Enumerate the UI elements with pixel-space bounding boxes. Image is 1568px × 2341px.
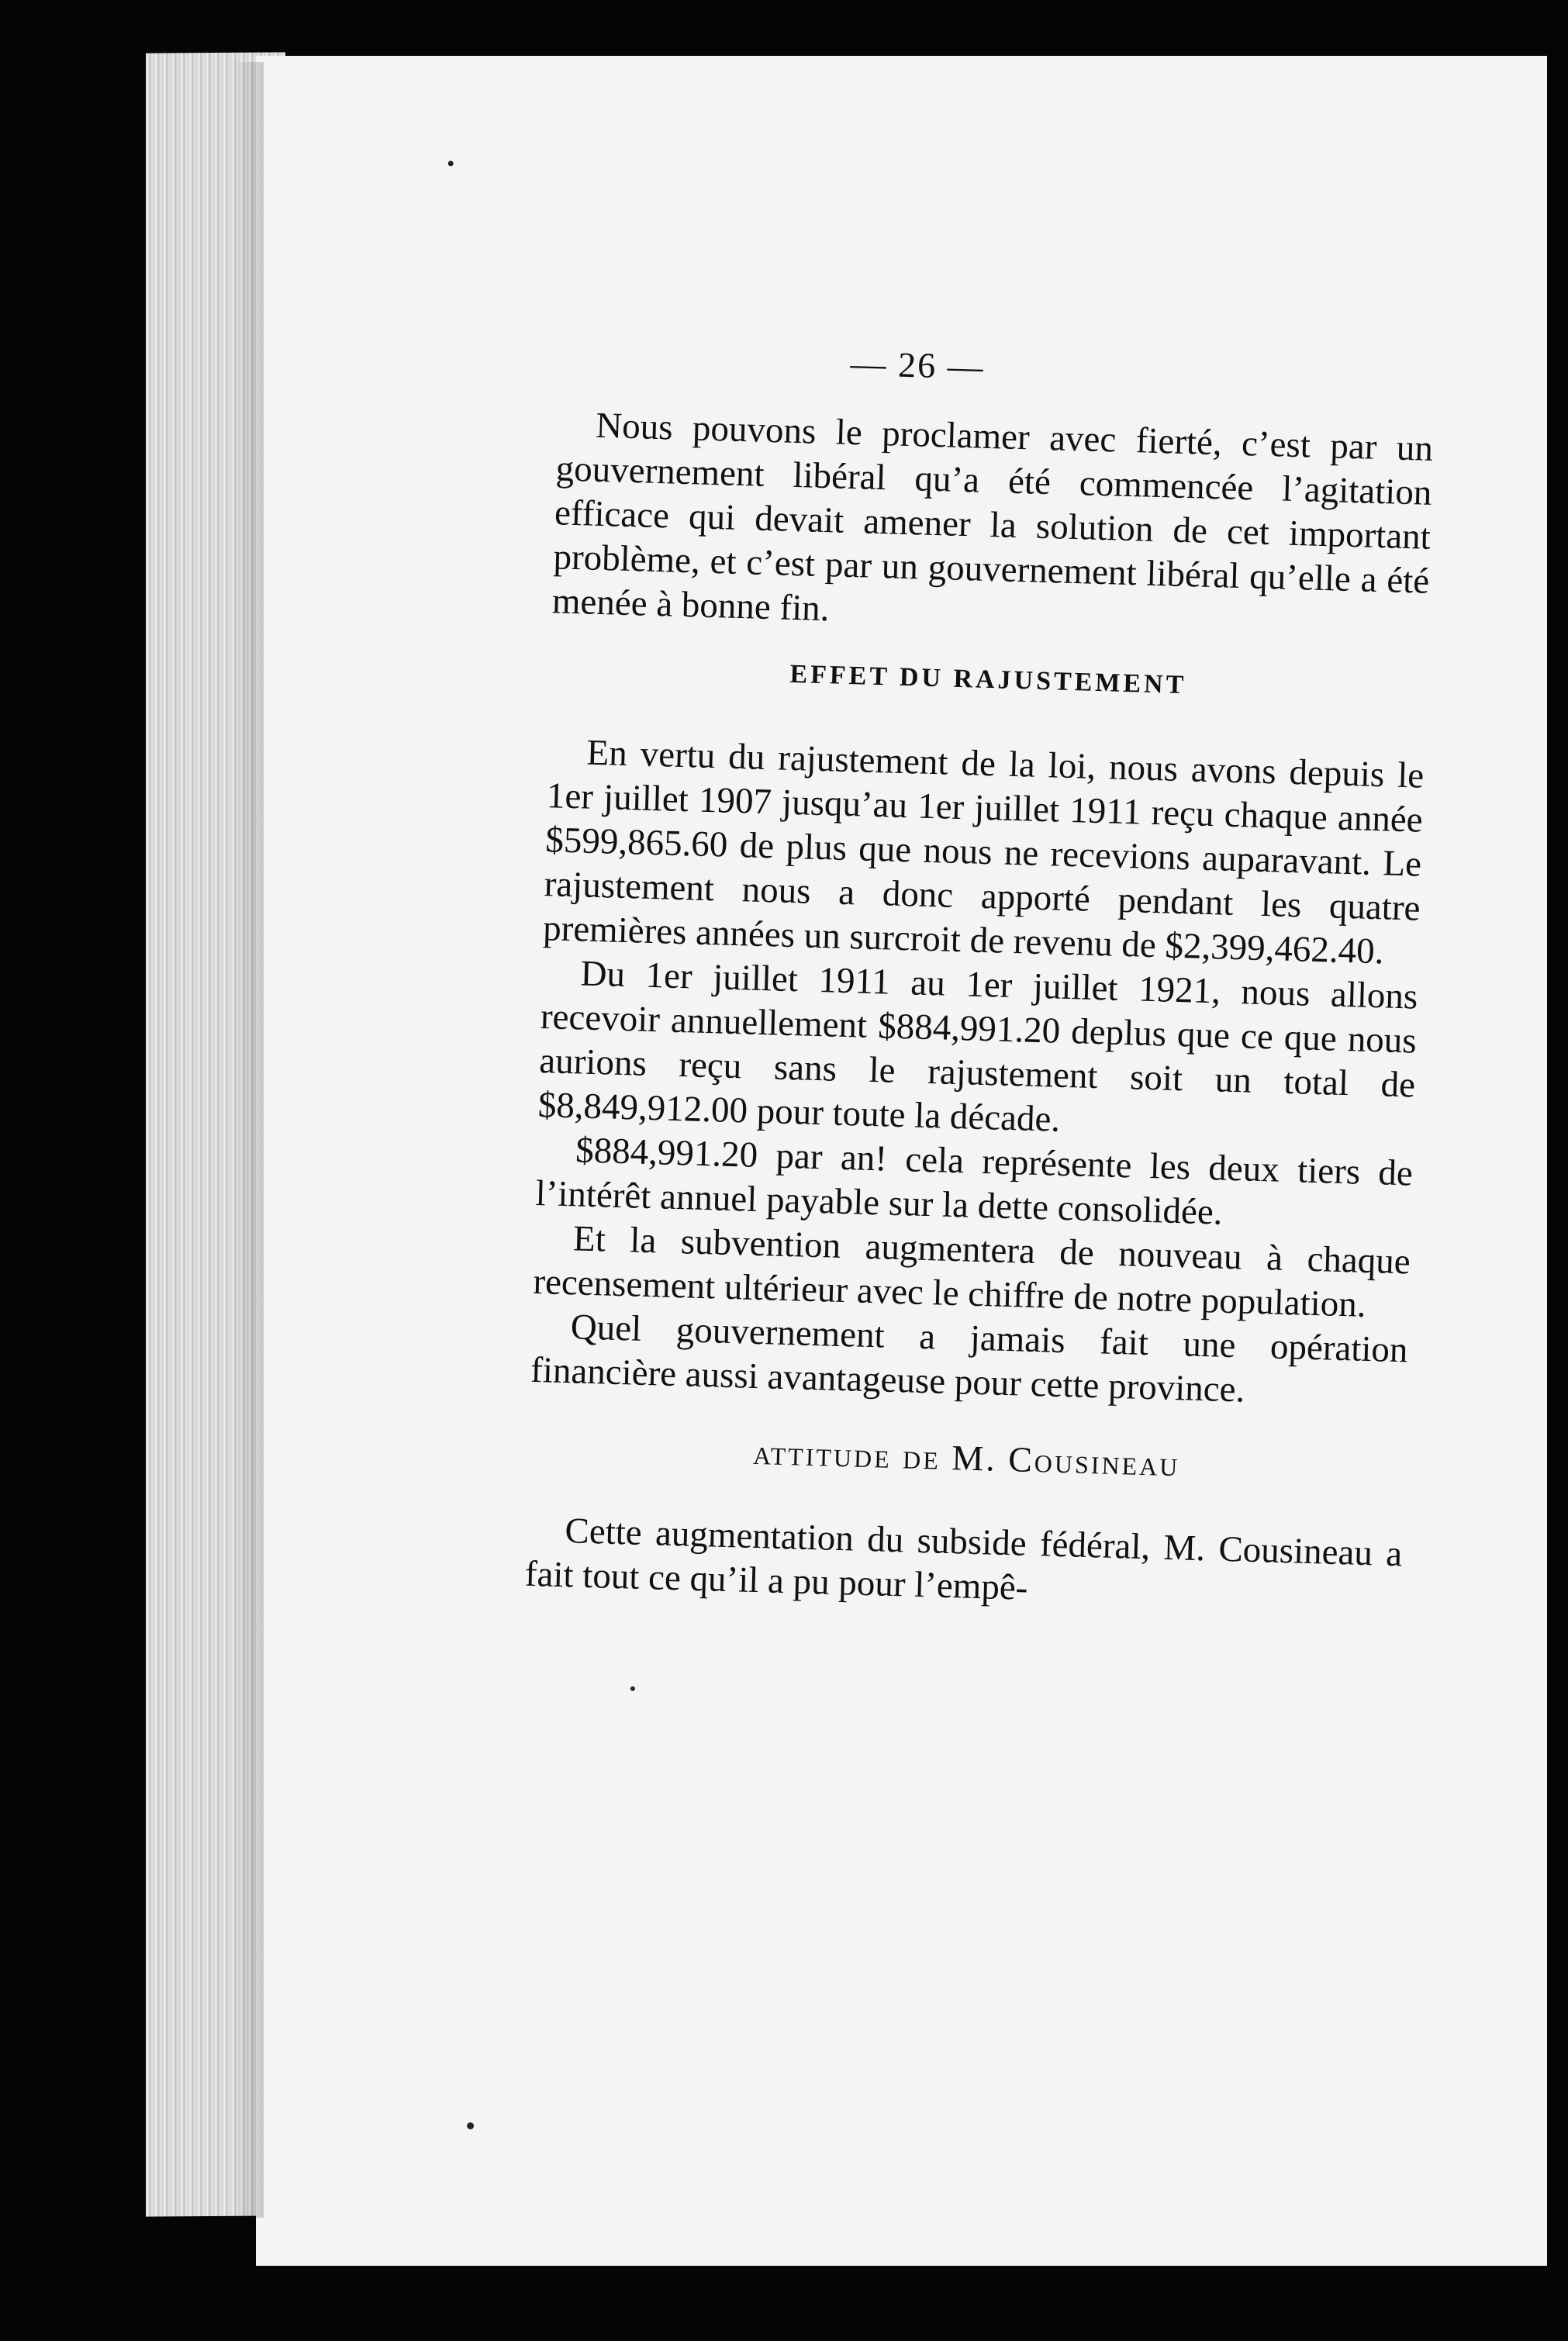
section-heading: attitude de M. Cousineau — [752, 1431, 1181, 1484]
ink-speck — [630, 1687, 635, 1691]
body-text — [524, 402, 1434, 1621]
book-page — [256, 56, 1547, 2266]
page-content — [219, 38, 1568, 2283]
page-number: — 26 — — [850, 343, 986, 387]
paragraph: $884,991.20 par an! cela représente les deux tiers de l’intérêt annuel payable sur la dette consolidée. — [534, 1130, 1414, 1233]
paragraph: Nous pouvons le proclamer avec fierté, c’est par un gouvernement libéral qu’a été commencée l’agitation efficace qui devait amener la solution de cet important problème, et c’est par un gouvernement libéral qu’elle a été menée à bonne fin. — [551, 405, 1434, 630]
page-gutter-shadow — [233, 62, 264, 2218]
ink-speck — [448, 161, 454, 166]
paragraph: Du 1er juillet 1911 au 1er juillet 1921, nous allons recevoir annuellement $884,991.20 deplus que ce que nous aurions reçu sans le rajustement soit un total de $8,849,912.00 pour toute la décade. — [537, 953, 1418, 1140]
paragraph: Quel gouvernement a jamais fait une opération financière aussi avantageuse pour cette province. — [530, 1307, 1409, 1410]
ink-speck — [467, 2122, 474, 2129]
paragraph: En vertu du rajustement de la loi, nous avons depuis le 1er juillet 1907 jusqu’au 1er juillet 1911 reçu chaque année $599,865.60 de plus que nous ne recevions auparavant. Le rajustement nous a donc apporté pendant les quatre premières années un surcroit de revenu de $2,399,462.40. — [542, 732, 1425, 972]
paragraph: Cette augmentation du subside fédéral, M. Cousineau a fait tout ce qu’il a pu pour l’empê- — [524, 1511, 1403, 1608]
paragraph: Et la subvention augmentera de nouveau à chaque recensement ultérieur avec le chiffre de notre population. — [532, 1218, 1411, 1325]
section-heading: EFFET DU RAJUSTEMENT — [789, 659, 1187, 700]
